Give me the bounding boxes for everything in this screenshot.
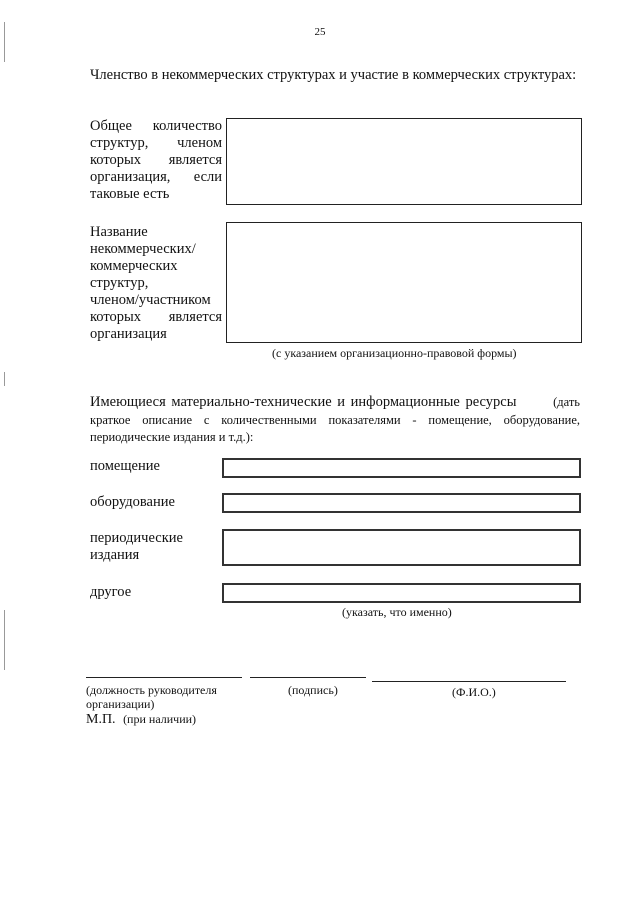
position-signature-line[interactable] xyxy=(86,677,242,678)
equipment-label: оборудование xyxy=(90,494,175,510)
fio-signature-line[interactable] xyxy=(372,681,566,682)
label-line: членом/участником xyxy=(90,292,211,308)
resources-title-hint: (дать xyxy=(553,395,580,409)
signature-line[interactable] xyxy=(250,677,366,678)
label-line: организация xyxy=(90,326,167,342)
resources-title-hint-cont: краткое описание с количественными показателями - помещение, оборудование, периодические издания и т.д.): xyxy=(90,413,580,444)
position-caption xyxy=(86,683,217,711)
other-label: другое xyxy=(90,584,132,600)
resources-title xyxy=(90,393,580,446)
membership-title: Членство в некоммерческих структурах и участие в коммерческих структурах: xyxy=(90,67,577,83)
periodicals-label xyxy=(90,530,183,564)
label-line: структур, членом xyxy=(90,135,222,151)
structure-names-label xyxy=(90,224,222,343)
total-structures-label xyxy=(90,118,222,203)
label-line: периодические xyxy=(90,530,183,546)
premises-label: помещение xyxy=(90,458,160,474)
caption-line: организации) xyxy=(86,697,155,711)
label-line: структур, xyxy=(90,275,149,291)
caption-line: (должность руководителя xyxy=(86,683,217,697)
structure-names-field[interactable] xyxy=(226,222,582,343)
label-line: таковые есть xyxy=(90,186,170,202)
label-line: некоммерческих/ xyxy=(90,241,196,257)
seal-label: М.П. xyxy=(86,712,116,727)
scan-edge-mark xyxy=(4,610,5,670)
page-number: 25 xyxy=(314,26,326,38)
signature-caption: (подпись) xyxy=(288,683,338,697)
label-line: коммерческих xyxy=(90,258,178,274)
seal-block xyxy=(86,712,196,728)
label-line: Название xyxy=(90,224,148,240)
seal-hint: (при наличии) xyxy=(123,712,197,726)
equipment-field[interactable] xyxy=(222,493,581,513)
other-field[interactable] xyxy=(222,583,581,603)
other-caption: (указать, что именно) xyxy=(342,605,452,619)
structure-names-caption: (с указанием организационно-правовой формы) xyxy=(272,346,517,360)
periodicals-field[interactable] xyxy=(222,529,581,566)
label-line: которых является xyxy=(90,309,222,325)
label-line: издания xyxy=(90,547,140,563)
scan-edge-mark xyxy=(4,372,5,386)
resources-title-main: Имеющиеся материально-технические и информационные ресурсы xyxy=(90,394,517,410)
label-line: Общее количество xyxy=(90,118,222,134)
fio-caption: (Ф.И.О.) xyxy=(452,685,496,699)
label-line: организация, если xyxy=(90,169,222,185)
total-structures-field[interactable] xyxy=(226,118,582,205)
label-line: которых является xyxy=(90,152,222,168)
premises-field[interactable] xyxy=(222,458,581,478)
